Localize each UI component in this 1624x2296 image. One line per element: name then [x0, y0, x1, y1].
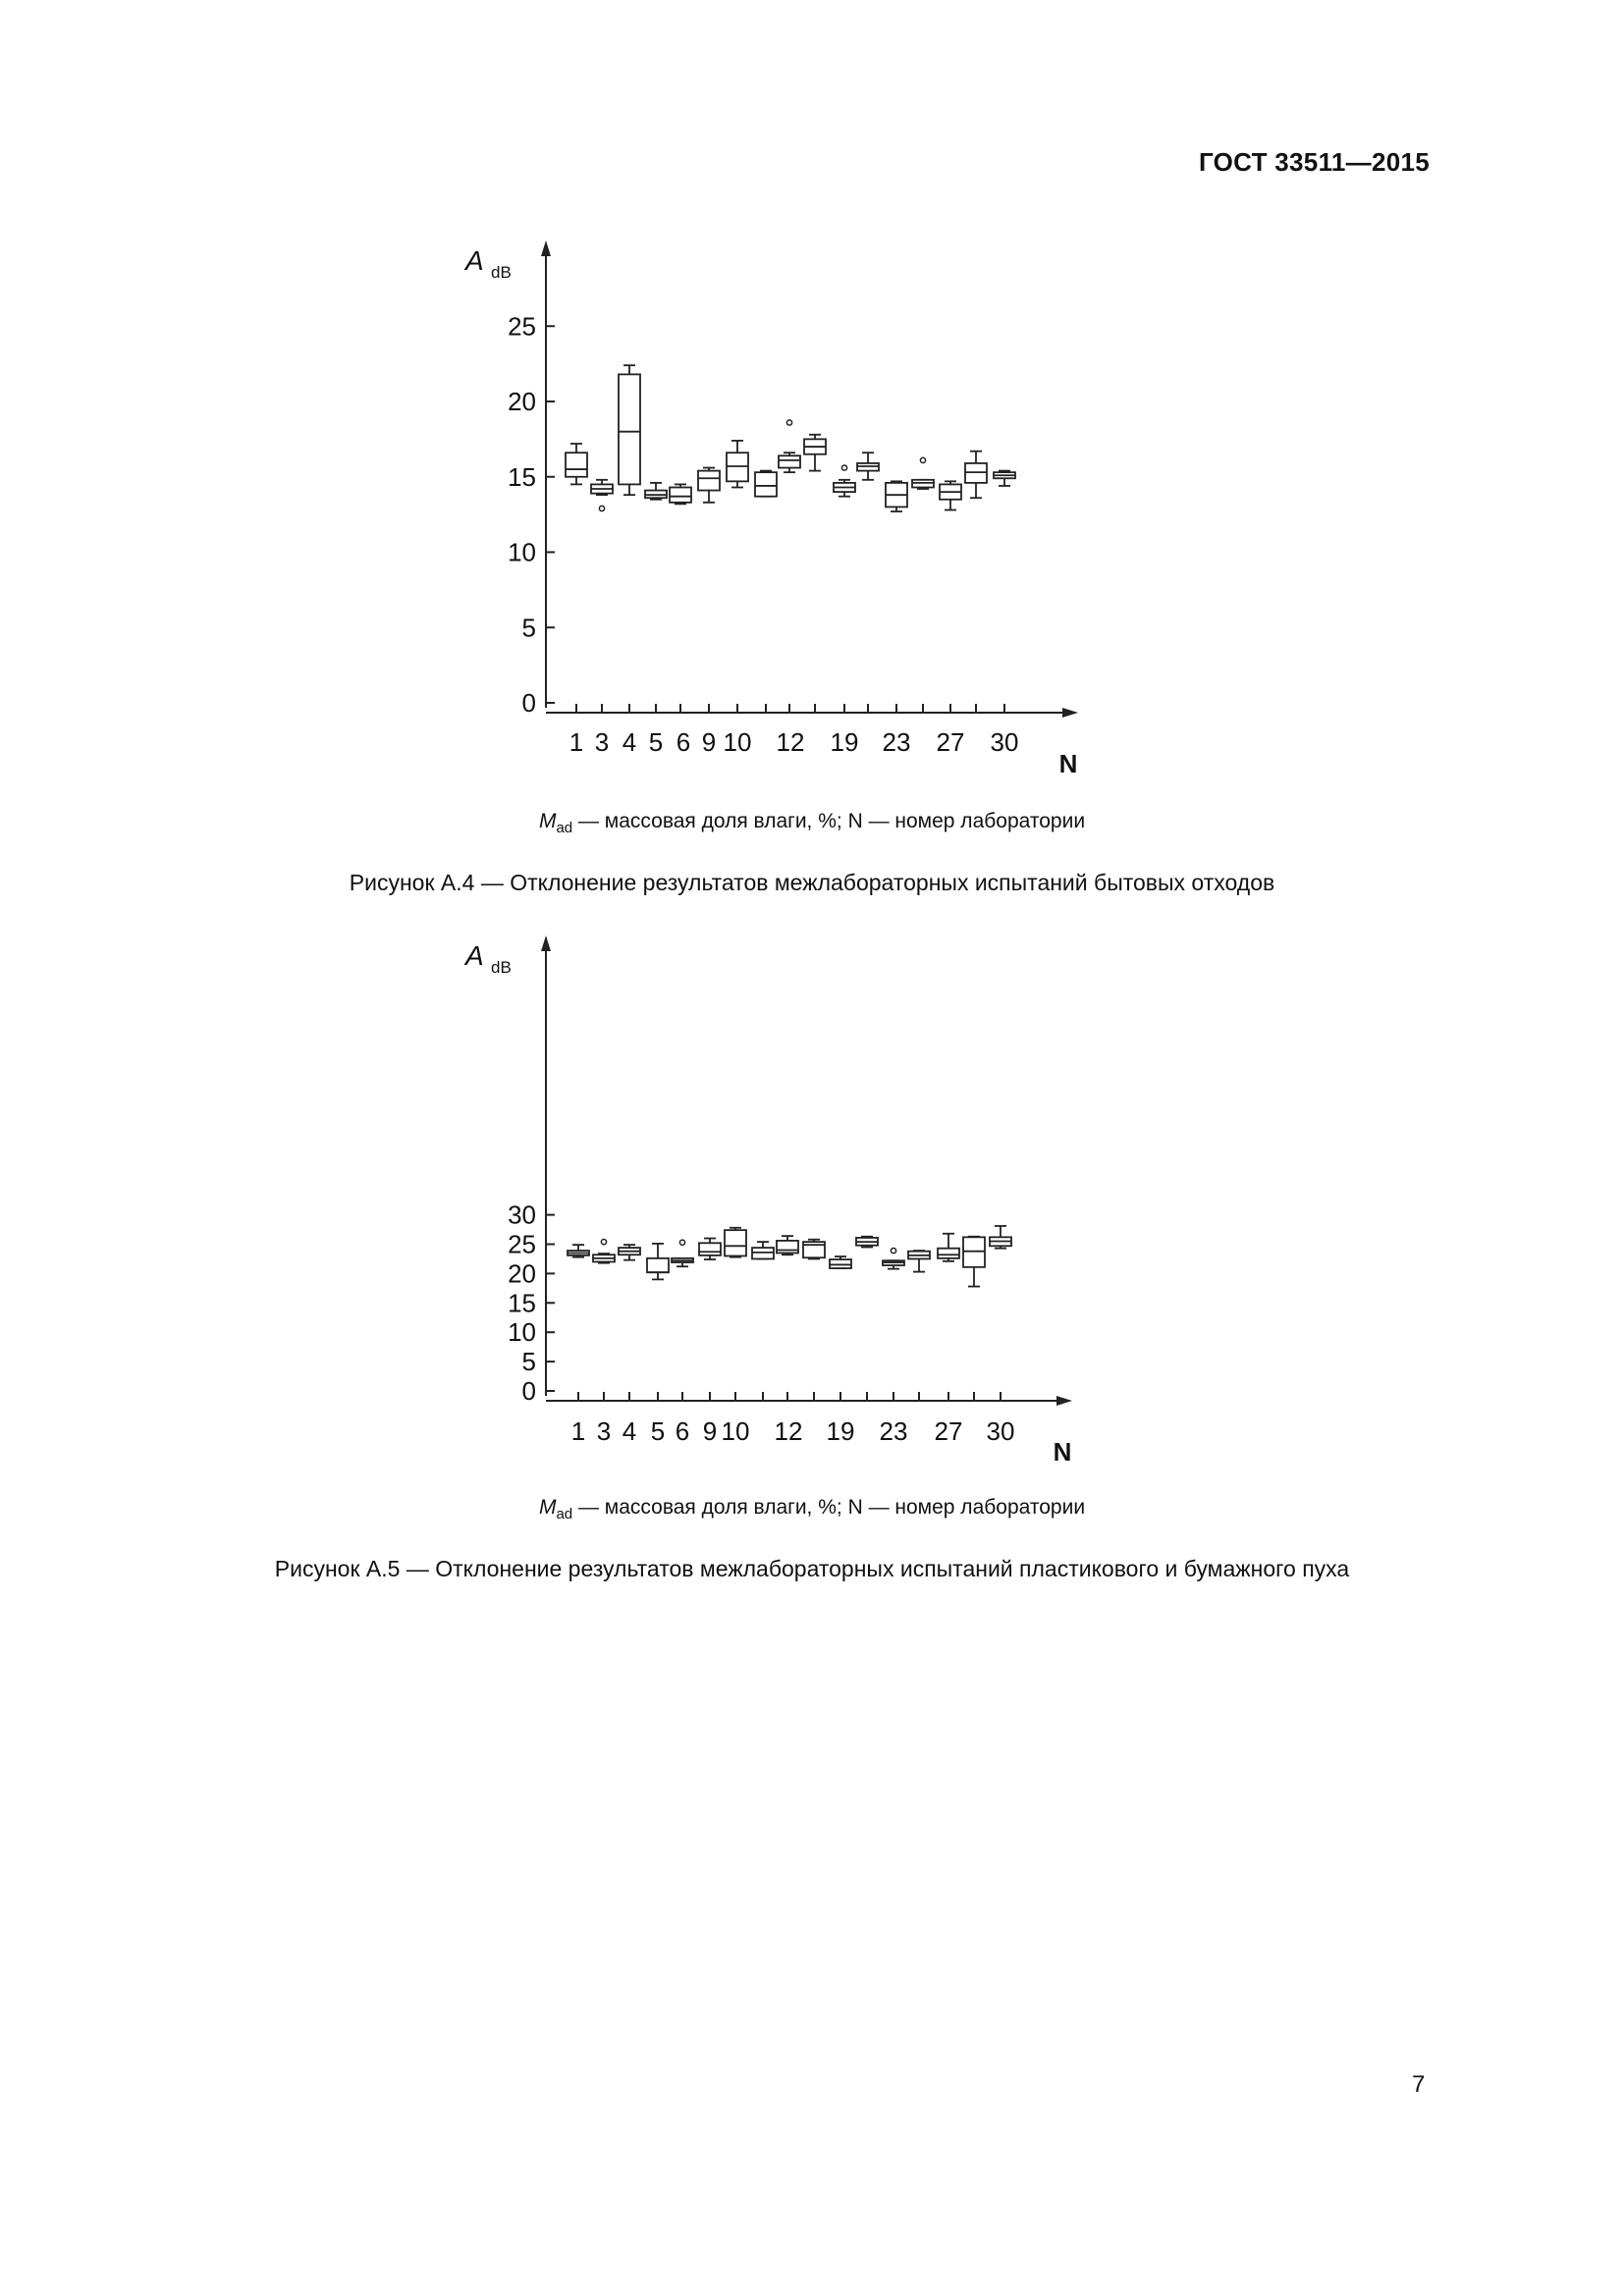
x-tick-label: 30 — [990, 727, 1019, 757]
x-axis-arrow-icon — [1056, 1396, 1072, 1406]
y-tick-label: 0 — [521, 1376, 536, 1406]
box-outlier-point — [841, 465, 846, 470]
x-tick-label: 5 — [650, 1416, 666, 1446]
figure-note-a5 — [0, 1496, 1624, 1522]
x-axis-label: N — [1053, 1437, 1072, 1467]
x-tick-label: 1 — [570, 1416, 586, 1446]
y-tick-label: 10 — [508, 1317, 536, 1348]
y-axis-label-sub: dB — [491, 958, 512, 977]
y-tick-label: 10 — [508, 537, 536, 567]
box-body — [619, 374, 640, 484]
box-outlier-point — [920, 457, 925, 462]
box-body — [566, 453, 587, 477]
x-tick-label: 19 — [826, 1416, 855, 1446]
box-body — [779, 455, 800, 467]
figure-caption-a4: Рисунок А.4 — Отклонение результатов межлабораторных испытаний бытовых отходов — [349, 870, 1275, 895]
x-tick-label: 12 — [774, 1416, 803, 1446]
y-axis-label: A — [465, 245, 484, 276]
x-tick-label: 10 — [723, 727, 752, 757]
x-tick-label: 6 — [676, 727, 691, 757]
x-tick-label: 3 — [596, 1416, 612, 1446]
box-body — [647, 1258, 669, 1272]
x-tick-label: 4 — [622, 1416, 637, 1446]
y-tick-label: 25 — [508, 311, 536, 342]
y-tick-label: 30 — [508, 1200, 536, 1230]
box-outlier-point — [599, 506, 604, 510]
y-axis-arrow-icon — [541, 935, 551, 951]
note-symbol-sub: ad — [556, 1506, 573, 1523]
note-text: — массовая доля влаги, %; N — номер лаборатории — [572, 1496, 1086, 1519]
box-outlier-point — [601, 1240, 606, 1245]
figure-caption-a5: Рисунок А.5 — Отклонение результатов межлабораторных испытаний пластикового и бумажного пуха — [274, 1556, 1350, 1581]
box-body — [699, 1243, 721, 1255]
x-tick-label: 1 — [568, 727, 584, 757]
y-tick-label: 15 — [508, 1288, 536, 1318]
box-body — [777, 1241, 798, 1254]
box-outlier-point — [679, 1240, 684, 1245]
y-tick-label: 25 — [508, 1229, 536, 1259]
x-tick-label: 9 — [702, 1416, 718, 1446]
box-body — [725, 1230, 746, 1255]
box-body — [755, 472, 777, 497]
x-tick-label: 3 — [594, 727, 610, 757]
y-axis-label-sub: dB — [491, 263, 512, 282]
y-tick-label: 5 — [521, 613, 536, 643]
x-tick-label: 4 — [622, 727, 637, 757]
x-tick-label: 19 — [830, 727, 859, 757]
chart-figure-a4 — [0, 226, 1624, 1031]
y-axis-label: A — [465, 940, 484, 971]
x-tick-label: 12 — [776, 727, 805, 757]
x-tick-label: 9 — [701, 727, 717, 757]
y-axis-arrow-icon — [541, 240, 551, 256]
x-axis-label: N — [1058, 749, 1078, 778]
chart-figure-a5 — [0, 923, 1624, 1472]
x-tick-label: 27 — [934, 1416, 963, 1446]
x-tick-label: 27 — [936, 727, 965, 757]
y-tick-label: 0 — [521, 688, 536, 718]
y-tick-label: 20 — [508, 387, 536, 416]
y-tick-label: 20 — [508, 1258, 536, 1289]
note-symbol-sub: ad — [556, 820, 573, 837]
x-tick-label: 10 — [721, 1416, 750, 1446]
x-tick-label: 23 — [882, 727, 911, 757]
y-tick-label: 15 — [508, 461, 536, 492]
document-id: ГОСТ 33511—2015 — [1198, 147, 1430, 177]
x-tick-label: 30 — [986, 1416, 1015, 1446]
page-number: 7 — [1412, 2071, 1426, 2098]
note-text: — массовая доля влаги, %; N — номер лаборатории — [572, 810, 1086, 832]
figure-note-a4 — [0, 810, 1624, 836]
box-body — [670, 487, 691, 502]
box-body — [698, 471, 720, 491]
note-symbol: M — [538, 810, 557, 832]
x-tick-label: 6 — [675, 1416, 690, 1446]
box-outlier-point — [891, 1248, 895, 1253]
box-outlier-point — [786, 420, 791, 425]
note-symbol: M — [538, 1496, 557, 1519]
box-body — [938, 1249, 959, 1258]
y-tick-label: 5 — [521, 1347, 536, 1377]
x-tick-label: 23 — [879, 1416, 908, 1446]
x-tick-label: 5 — [648, 727, 664, 757]
x-axis-arrow-icon — [1062, 708, 1078, 718]
